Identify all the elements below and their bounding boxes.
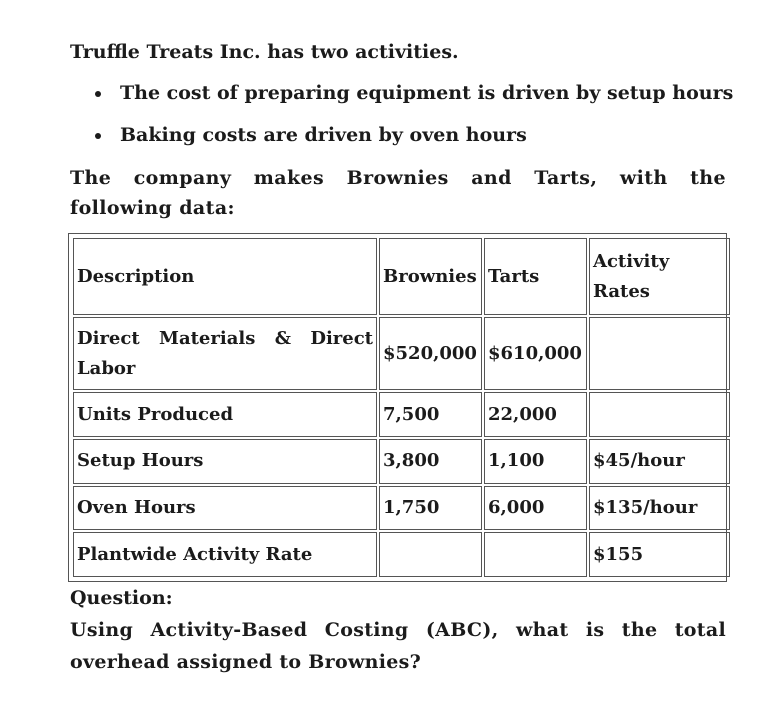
bullet-dot-icon xyxy=(95,91,101,97)
table-header-row xyxy=(73,238,730,315)
question-label: Question: xyxy=(70,587,173,609)
row-activity-rate: $135/hour xyxy=(589,486,730,531)
bullet-dot-icon xyxy=(95,133,101,139)
header-activity-rates: Activity Rates xyxy=(589,238,730,315)
row-activity-rate xyxy=(589,317,730,390)
row-activity-rate: $155 xyxy=(589,532,730,577)
table-row xyxy=(73,486,730,531)
header-tarts: Tarts xyxy=(484,238,587,315)
row-tarts-value: 1,100 xyxy=(484,439,587,484)
row-brownies-value: 1,750 xyxy=(379,486,482,531)
bullet-item-setup xyxy=(70,79,733,121)
question-text: Using Activity-Based Costing (ABC), what is the total overhead assigned to Brownies? xyxy=(70,619,726,673)
row-description: Direct Materials & Direct Labor xyxy=(73,317,377,390)
row-tarts-value xyxy=(484,532,587,577)
company-paragraph: The company makes Brownies and Tarts, with the following data: xyxy=(70,167,726,219)
bullet-text: Baking costs are driven by oven hours xyxy=(120,124,527,146)
row-brownies-value xyxy=(379,532,482,577)
row-description: Plantwide Activity Rate xyxy=(73,532,377,577)
row-brownies-value: $520,000 xyxy=(379,317,482,390)
bullet-text: The cost of preparing equipment is driven by setup hours xyxy=(120,82,734,104)
bullet-item-baking xyxy=(70,121,733,163)
row-brownies-value: 3,800 xyxy=(379,439,482,484)
header-brownies: Brownies xyxy=(379,238,482,315)
row-brownies-value: 7,500 xyxy=(379,392,482,437)
activity-bullet-list xyxy=(70,79,733,163)
row-tarts-value: 22,000 xyxy=(484,392,587,437)
header-description: Description xyxy=(73,238,377,315)
row-tarts-value: 6,000 xyxy=(484,486,587,531)
table-row xyxy=(73,439,730,484)
intro-text: Truffle Treats Inc. has two activities. xyxy=(70,41,459,63)
row-description: Setup Hours xyxy=(73,439,377,484)
row-activity-rate: $45/hour xyxy=(589,439,730,484)
table-row xyxy=(73,317,730,390)
table-row xyxy=(73,532,730,577)
row-description: Oven Hours xyxy=(73,486,377,531)
row-activity-rate xyxy=(589,392,730,437)
data-table xyxy=(71,236,732,579)
row-description: Units Produced xyxy=(73,392,377,437)
table-row xyxy=(73,392,730,437)
data-table-frame xyxy=(68,233,727,582)
row-tarts-value: $610,000 xyxy=(484,317,587,390)
